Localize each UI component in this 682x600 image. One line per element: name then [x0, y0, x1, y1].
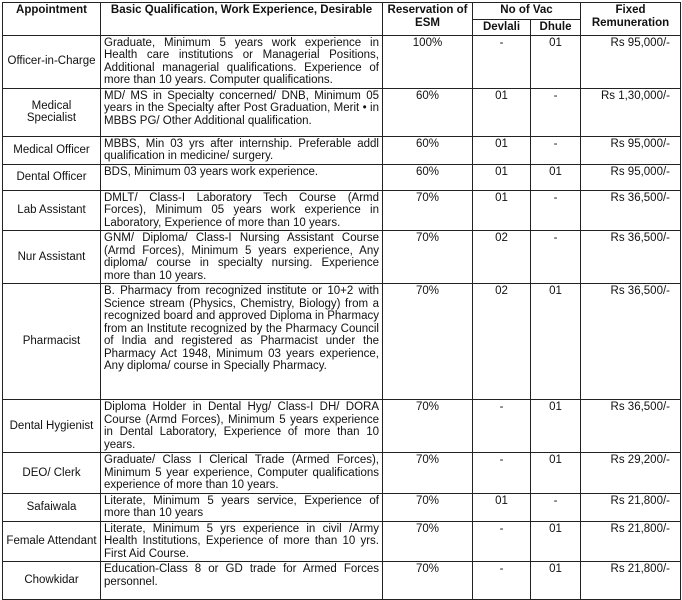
dhule-vacancy-cell: 01: [531, 35, 581, 88]
dhule-vacancy-cell: 01: [531, 562, 581, 600]
devlali-vacancy-cell: 02: [473, 284, 531, 400]
appointment-cell: DEO/ Clerk: [3, 453, 101, 494]
reservation-cell: 60%: [383, 136, 473, 164]
table-row: [3, 88, 681, 136]
table-body: [3, 35, 681, 600]
remuneration-cell: Rs 21,800/-: [581, 521, 681, 562]
vacancy-table: [2, 2, 681, 600]
devlali-vacancy-cell: -: [473, 562, 531, 600]
table-row: [3, 284, 681, 400]
reservation-cell: 70%: [383, 284, 473, 400]
devlali-vacancy-cell: 02: [473, 231, 531, 284]
remuneration-cell: Rs 95,000/-: [581, 164, 681, 190]
devlali-vacancy-cell: 01: [473, 88, 531, 136]
devlali-vacancy-cell: 01: [473, 136, 531, 164]
qualification-cell: MBBS, Min 03 yrs after internship. Preferable addl qualification in medicine/ surgery.: [101, 136, 383, 164]
qualification-cell: MD/ MS in Specialty concerned/ DNB, Minimum 05 years in the Specialty after Post Graduation, Merit • in MBBS PG/ Other Additional qualification.: [101, 88, 383, 136]
appointment-cell: Nur Assistant: [3, 231, 101, 284]
remuneration-cell: Rs 95,000/-: [581, 35, 681, 88]
devlali-vacancy-cell: 01: [473, 493, 531, 521]
header-qualification: Basic Qualification, Work Experience, Desirable: [101, 3, 383, 36]
reservation-cell: 70%: [383, 562, 473, 600]
reservation-cell: 70%: [383, 521, 473, 562]
reservation-cell: 70%: [383, 493, 473, 521]
reservation-cell: 70%: [383, 231, 473, 284]
qualification-cell: Graduate/ Class I Clerical Trade (Armed Forces), Minimum 5 year experience, Computer qualifications experience of more than 10 years.: [101, 453, 383, 494]
appointment-cell: Safaiwala: [3, 493, 101, 521]
remuneration-cell: Rs 36,500/-: [581, 284, 681, 400]
header-appointment: Appointment: [3, 3, 101, 36]
appointment-cell: Dental Officer: [3, 164, 101, 190]
table-row: [3, 400, 681, 453]
devlali-vacancy-cell: -: [473, 521, 531, 562]
appointment-cell: Medical Officer: [3, 136, 101, 164]
table-row: [3, 136, 681, 164]
header-reservation: Reservation of ESM: [383, 3, 473, 36]
table-row: [3, 562, 681, 600]
dhule-vacancy-cell: 01: [531, 284, 581, 400]
qualification-cell: B. Pharmacy from recognized institute or 10+2 with Science stream (Physics, Chemistry, Biology) from a recognized board and approved Diploma in Pharmacy from an Institute recognized by the Pharmacy Council of India and registered as Pharmacist under the Pharmacy Act 1948, Minimum 03 years experience, Any diploma/ course in Specially Pharmacy.: [101, 284, 383, 400]
appointment-cell: Chowkidar: [3, 562, 101, 600]
qualification-cell: Graduate, Minimum 5 years work experience in Health care institutions or Managerial Positions, Additional managerial qualifications. Experience of more than 10 years. Computer qualifications.: [101, 35, 383, 88]
dhule-vacancy-cell: -: [531, 190, 581, 231]
remuneration-cell: Rs 1,30,000/-: [581, 88, 681, 136]
qualification-cell: Literate, Minimum 5 years service, Experience of more than 10 years: [101, 493, 383, 521]
table-row: [3, 35, 681, 88]
table-row: [3, 521, 681, 562]
appointment-cell: Female Attendant: [3, 521, 101, 562]
remuneration-cell: Rs 36,500/-: [581, 190, 681, 231]
dhule-vacancy-cell: -: [531, 231, 581, 284]
header-vacancies: No of Vac: [473, 3, 581, 20]
table-row: [3, 164, 681, 190]
qualification-cell: Literate, Minimum 5 yrs experience in civil /Army Health Institutions, Experience of more than 10 yrs. First Aid Course.: [101, 521, 383, 562]
devlali-vacancy-cell: 01: [473, 190, 531, 231]
devlali-vacancy-cell: -: [473, 453, 531, 494]
reservation-cell: 100%: [383, 35, 473, 88]
table-row: [3, 493, 681, 521]
remuneration-cell: Rs 21,800/-: [581, 493, 681, 521]
remuneration-cell: Rs 95,000/-: [581, 136, 681, 164]
reservation-cell: 70%: [383, 190, 473, 231]
qualification-cell: Diploma Holder in Dental Hyg/ Class-I DH/ DORA Course (Armd Forces), Minimum 5 years experience in Dental Laboratory, Experience of more than 10 years.: [101, 400, 383, 453]
appointment-cell: Medical Specialist: [3, 88, 101, 136]
remuneration-cell: Rs 21,800/-: [581, 562, 681, 600]
reservation-cell: 60%: [383, 88, 473, 136]
dhule-vacancy-cell: -: [531, 493, 581, 521]
table-row: [3, 231, 681, 284]
header-dhule: Dhule: [531, 20, 581, 36]
dhule-vacancy-cell: 01: [531, 400, 581, 453]
devlali-vacancy-cell: 01: [473, 164, 531, 190]
reservation-cell: 70%: [383, 400, 473, 453]
header-devlali: Devlali: [473, 20, 531, 36]
remuneration-cell: Rs 36,500/-: [581, 400, 681, 453]
devlali-vacancy-cell: -: [473, 400, 531, 453]
dhule-vacancy-cell: -: [531, 88, 581, 136]
header-remuneration: Fixed Remuneration: [581, 3, 681, 36]
appointment-cell: Officer-in-Charge: [3, 35, 101, 88]
reservation-cell: 60%: [383, 164, 473, 190]
qualification-cell: BDS, Minimum 03 years work experience.: [101, 164, 383, 190]
dhule-vacancy-cell: 01: [531, 453, 581, 494]
qualification-cell: GNM/ Diploma/ Class-I Nursing Assistant Course (Armd Forces), Minimum 5 years experience, Any diploma/ course in specialty nursing. Experience more than 10 years.: [101, 231, 383, 284]
reservation-cell: 70%: [383, 453, 473, 494]
dhule-vacancy-cell: 01: [531, 521, 581, 562]
table-row: [3, 453, 681, 494]
table-row: [3, 190, 681, 231]
table-header: [3, 3, 681, 36]
dhule-vacancy-cell: -: [531, 136, 581, 164]
appointment-cell: Dental Hygienist: [3, 400, 101, 453]
appointment-cell: Lab Assistant: [3, 190, 101, 231]
remuneration-cell: Rs 29,200/-: [581, 453, 681, 494]
remuneration-cell: Rs 36,500/-: [581, 231, 681, 284]
devlali-vacancy-cell: -: [473, 35, 531, 88]
qualification-cell: Education-Class 8 or GD trade for Armed Forces personnel.: [101, 562, 383, 600]
appointment-cell: Pharmacist: [3, 284, 101, 400]
qualification-cell: DMLT/ Class-I Laboratory Tech Course (Armd Forces), Minimum 05 years work experience in Laboratory, Experience of more than 10 years.: [101, 190, 383, 231]
dhule-vacancy-cell: 01: [531, 164, 581, 190]
